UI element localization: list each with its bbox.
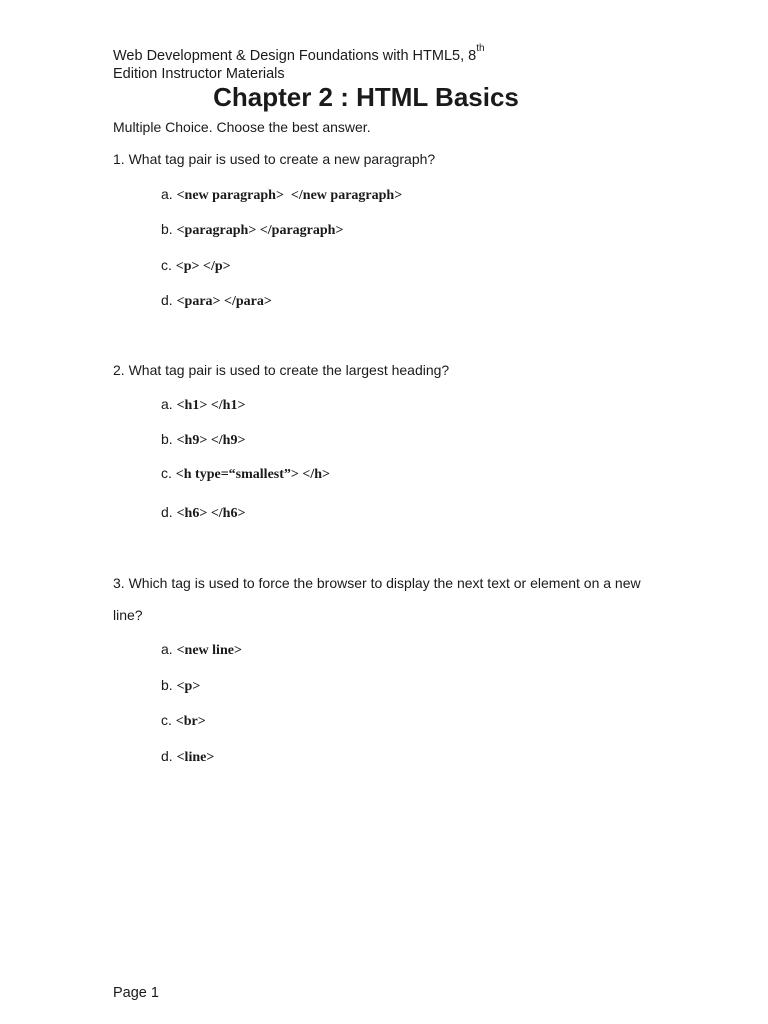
question-3-text-line1: 3. Which tag is used to force the browser to display the next text or element on a new [113, 575, 641, 591]
question-1-option-a [161, 186, 402, 204]
option-answer: <p> [176, 679, 201, 694]
question-2-option-c [161, 465, 330, 483]
option-answer: <h1> </h1> [176, 398, 246, 413]
option-letter: a. [161, 641, 173, 657]
question-1-text: 1. What tag pair is used to create a new paragraph? [113, 151, 436, 167]
option-letter: d. [161, 748, 173, 764]
question-2-option-b [161, 431, 245, 449]
header-text: Web Development & Design Foundations with HTML5, 8 [113, 48, 477, 64]
option-letter: b. [161, 677, 173, 693]
option-answer: <new paragraph> </new paragraph> [176, 188, 403, 203]
question-1-option-b [161, 221, 343, 239]
option-letter: a. [161, 186, 173, 202]
page-title: Chapter 2 : HTML Basics [213, 82, 519, 112]
option-answer: <h type=“smallest”> </h> [175, 467, 331, 482]
option-letter: c. [161, 257, 172, 273]
option-letter: a. [161, 396, 173, 412]
option-answer: <h9> </h9> [176, 433, 246, 448]
option-letter: c. [161, 465, 172, 481]
header-superscript: th [476, 43, 485, 54]
option-answer: <new line> [176, 643, 242, 658]
instructions-text: Multiple Choice. Choose the best answer. [113, 119, 371, 135]
option-answer: <p> </p> [175, 259, 231, 274]
page-number: Page 1 [113, 985, 159, 1001]
question-3-option-c [161, 712, 206, 730]
question-3-option-d [161, 748, 214, 766]
option-letter: c. [161, 712, 172, 728]
question-2-text: 2. What tag pair is used to create the largest heading? [113, 362, 450, 378]
question-3-option-b [161, 677, 200, 695]
option-answer: <h6> </h6> [176, 506, 246, 521]
option-answer: <br> [175, 714, 206, 729]
question-1-option-d [161, 292, 272, 310]
option-letter: d. [161, 292, 173, 308]
question-2-option-a [161, 396, 245, 414]
question-1-option-c [161, 257, 231, 275]
option-answer: <paragraph> </paragraph> [176, 223, 344, 238]
option-letter: b. [161, 431, 173, 447]
option-answer: <para> </para> [176, 294, 272, 309]
question-3-text-line2: line? [113, 607, 143, 623]
option-answer: <line> [176, 750, 215, 765]
option-letter: b. [161, 221, 173, 237]
document-header-line1 [113, 43, 485, 66]
question-3-option-a [161, 641, 242, 659]
question-2-option-d [161, 504, 245, 522]
document-header-line2: Edition Instructor Materials [113, 66, 285, 82]
option-letter: d. [161, 504, 173, 520]
